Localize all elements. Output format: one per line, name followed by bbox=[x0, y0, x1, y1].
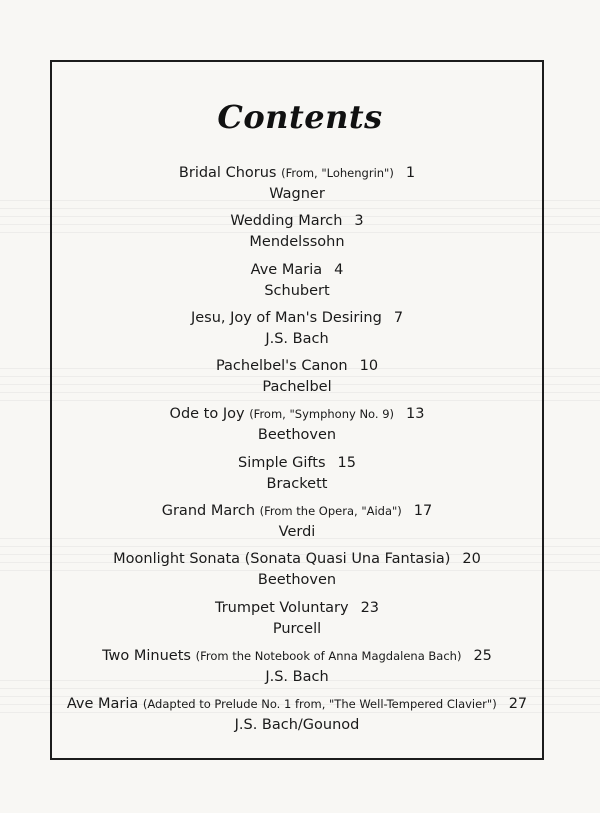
page-number: 17 bbox=[413, 503, 433, 520]
contents-entry bbox=[52, 308, 542, 356]
piece-title: Ode to Joy bbox=[169, 406, 245, 423]
entry-title-line bbox=[52, 260, 542, 280]
piece-title: Trumpet Voluntary bbox=[214, 599, 349, 616]
entry-title-line bbox=[52, 549, 542, 569]
composer-name: Pachelbel bbox=[262, 379, 332, 396]
page-number: 15 bbox=[337, 454, 356, 471]
entry-title-line bbox=[52, 598, 542, 618]
contents-entry bbox=[52, 598, 542, 646]
composer-name: Verdi bbox=[278, 524, 316, 541]
page-number: 4 bbox=[334, 261, 344, 278]
contents-entry bbox=[52, 646, 542, 694]
page-number: 27 bbox=[508, 696, 528, 713]
page-title: Contents bbox=[217, 98, 383, 136]
piece-source-note: (From, "Symphony No. 9) bbox=[249, 407, 394, 422]
composer-name: Beethoven bbox=[257, 572, 337, 589]
page-number: 25 bbox=[473, 647, 492, 664]
entry-title-line bbox=[52, 211, 542, 231]
piece-source-note: (Adapted to Prelude No. 1 from, "The Well-Tempered Clavier") bbox=[142, 697, 497, 712]
piece-source-note: (From the Notebook of Anna Magdalena Bach) bbox=[195, 648, 462, 663]
entry-title-line bbox=[52, 453, 542, 473]
piece-title: Wedding March bbox=[230, 213, 343, 230]
entry-title-line bbox=[52, 646, 542, 666]
contents-entry bbox=[52, 549, 542, 597]
page-number: 13 bbox=[406, 406, 425, 423]
composer-name: Beethoven bbox=[257, 427, 337, 444]
page-number: 3 bbox=[354, 213, 364, 230]
composer-name: Purcell bbox=[272, 620, 322, 637]
piece-title: Pachelbel's Canon bbox=[215, 358, 348, 375]
entry-title-line bbox=[52, 694, 542, 714]
entry-title-line bbox=[52, 356, 542, 376]
entry-title-line bbox=[52, 501, 542, 521]
page-number: 1 bbox=[405, 165, 416, 181]
contents-entry bbox=[52, 356, 542, 404]
composer-name: Mendelssohn bbox=[249, 234, 345, 251]
contents-entry bbox=[52, 694, 542, 742]
contents-entry bbox=[52, 404, 542, 452]
contents-entry bbox=[52, 501, 542, 549]
piece-title: Ave Maria bbox=[66, 696, 139, 713]
composer-name: J.S. Bach/Gounod bbox=[234, 717, 360, 734]
piece-title: Two Minuets bbox=[102, 647, 191, 664]
piece-title: Simple Gifts bbox=[238, 454, 326, 471]
piece-source-note: (From, "Lohengrin") bbox=[281, 166, 394, 180]
contents-entry bbox=[52, 453, 542, 501]
entry-title-line bbox=[52, 308, 542, 328]
piece-title: Moonlight Sonata (Sonata Quasi Una Fantasia) bbox=[113, 551, 451, 568]
piece-title: Ave Maria bbox=[250, 261, 323, 278]
contents-entry bbox=[52, 260, 542, 308]
contents-entry bbox=[52, 163, 542, 211]
entry-title-line bbox=[52, 404, 542, 424]
composer-name: Brackett bbox=[266, 475, 328, 492]
page-number: 20 bbox=[462, 551, 481, 568]
composer-name: J.S. Bach bbox=[265, 668, 329, 685]
entry-title-line bbox=[52, 163, 542, 183]
piece-title: Grand March bbox=[161, 503, 256, 520]
page-number: 7 bbox=[393, 309, 404, 326]
composer-name: Schubert bbox=[264, 282, 330, 299]
piece-source-note: (From the Opera, "Aida") bbox=[259, 504, 402, 519]
contents-entry bbox=[52, 211, 542, 259]
piece-title: Jesu, Joy of Man's Desiring bbox=[190, 309, 382, 326]
page-number: 23 bbox=[360, 599, 380, 616]
composer-name: J.S. Bach bbox=[265, 330, 329, 347]
piece-title: Bridal Chorus bbox=[178, 165, 277, 181]
page-number: 10 bbox=[359, 358, 379, 375]
contents-list bbox=[52, 163, 542, 743]
composer-name: Wagner bbox=[269, 186, 325, 202]
